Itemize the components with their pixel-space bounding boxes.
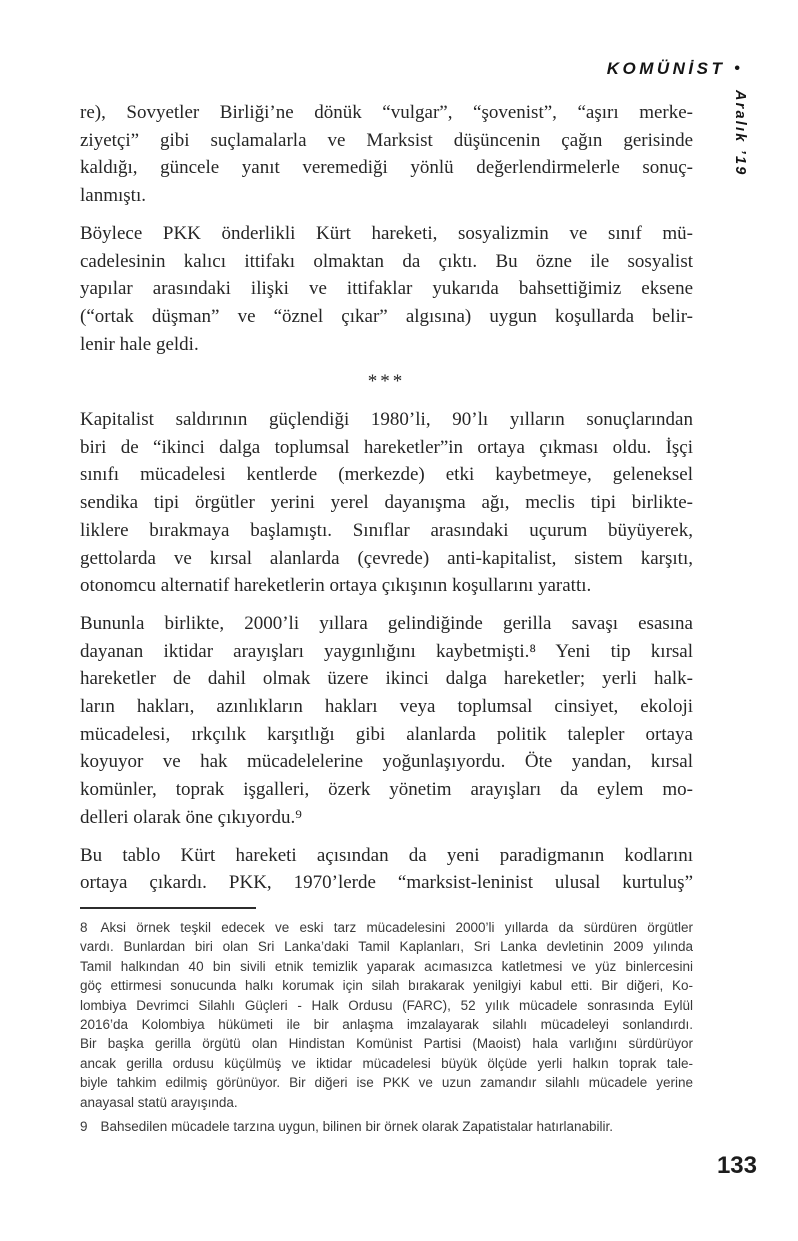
text-line: Bununla birlikte, 2000’li yıllara gelindiğinde gerilla savaşı esasına	[80, 612, 693, 634]
text-line: (“ortak düşman” ve “öznel çıkar” algısına) uygun koşullarda belir-	[80, 305, 693, 327]
page-header	[607, 59, 740, 79]
text-line: hareketler de dahil olmak üzere ikinci dalga hareketler; yerli halk-	[80, 668, 693, 690]
journal-title: KOMÜNİST	[606, 59, 726, 78]
text-line: sınıfı mücadelesi kentlerde (merkezde) etki kaybetmeye, geleneksel	[80, 464, 693, 486]
footnote-line: 8 Aksi örnek teşkil edecek ve eski tarz mücadelesini 2000’li yıllarda da sürdüren örgütler	[80, 919, 693, 935]
paragraph	[80, 610, 693, 832]
footnote-line: Tamil halkından 40 bin sivili etnik temizlik yaparak acımasızca katletmesi ve yüz binlercesini	[80, 958, 693, 974]
text-line: cadelesinin kalıcı ittifakı olmaktan da çıktı. Bu özne ile sosyalist	[80, 250, 693, 272]
footnote-line: ancak gerilla ordusu küçülmüş ve iktidar mücadelesi büyük ölçüde yerli halkın toprak tale-	[80, 1055, 693, 1071]
footnote-line: 9 Bahsedilen mücadele tarzına uygun, bilinen bir örnek olarak Zapatistalar hatırlanabilir.	[80, 1119, 614, 1135]
text-line: lenir hale geldi.	[80, 333, 199, 355]
footnote-rule	[80, 907, 256, 909]
text-line: Kapitalist saldırının güçlendiği 1980’li, 90’lı yılların sonuçlarından	[80, 409, 693, 431]
text-line: dayanan iktidar arayışları yaygınlığını kaybetmişti.⁸ Yeni tip kırsal	[80, 640, 693, 662]
footnote-line: vardı. Bunlardan biri olan Sri Lanka’daki Tamil Kaplanları, Sri Lanka devletinin 2009 yılında	[80, 939, 693, 955]
text-line: ortaya çıkardı. PKK, 1970’lerde “marksist-leninist ulusal kurtuluş”	[80, 872, 693, 894]
text-line: kaldığı, güncele yanıt veremediği yönlü değerlendirmelerle sonuç-	[80, 157, 693, 179]
text-line: Böylece PKK önderlikli Kürt hareketi, sosyalizmin ve sınıf mü-	[80, 222, 693, 244]
bullet-icon: •	[734, 60, 740, 77]
text-line: sendika tipi örgütler yerini yerel dayanışma ağı, meclis tipi birlikte-	[80, 492, 693, 514]
footnote-line: biyle tahkim edilmiş görünüyor. Bir diğeri ise PKK ve uzun zamandır silahlı mücadele yerine	[80, 1075, 693, 1091]
text-line: yapılar arasındaki ilişki ve ittifaklar yukarıda bahsettiğimiz eksene	[80, 278, 693, 300]
footnote	[80, 1117, 693, 1136]
text-line: liklere bırakmaya başlamıştı. Sınıflar arasındaki uçurum büyüyerek,	[80, 519, 693, 541]
text-line: ziyetçi” gibi suçlamalarla ve Marksist düşüncenin çağın gerisinde	[80, 129, 693, 151]
text-line: delleri olarak öne çıkıyordu.⁹	[80, 806, 302, 828]
text-line: re), Sovyetler Birliği’ne dönük “vulgar”, “şovenist”, “aşırı merke-	[80, 102, 693, 123]
issue-label: Aralık ’19	[732, 90, 748, 177]
paragraph	[80, 220, 693, 359]
footnote-line: lombiya Devrimci Silahlı Güçleri - Halk Ordusu (FARC), 52 yılık mücadele sonrasında Eylül	[80, 997, 693, 1013]
paragraph	[80, 842, 693, 897]
text-line: ların hakları, azınlıkların hakları veya toplumsal cinsiyet, ekoloji	[80, 696, 693, 718]
footnote-number: 9	[80, 1119, 88, 1135]
text-line: koyuyor ve hak mücadelelerine yoğunlaşıyordu. Öte yandan, kırsal	[80, 751, 693, 773]
text-line: mücadelesi, ırkçılık karşıtlığı gibi alanlarda politik talepler ortaya	[80, 723, 693, 745]
text-line: biri de “ikinci dalga toplumsal hareketler”in ortaya çıkması oldu. İşçi	[80, 436, 693, 458]
footnote-line: göç ettirmesi sonucunda halkı korumak için silah bırakarak yenilgiyi kabul etti. Bir diğeri, Ko-	[80, 978, 693, 994]
page-number: 133	[716, 1152, 757, 1179]
text-line: komünler, toprak işgalleri, özerk yönetim arayışları da eylem mo-	[80, 779, 693, 801]
text-line: lanmıştı.	[80, 185, 146, 207]
footnote	[80, 918, 693, 1112]
footnote-line: 2016’da Kolombiya hükümeti ile bir anlaşma imzalayarak silahlı mücadeleyi sonlandırdı.	[80, 1017, 693, 1033]
article-body	[80, 99, 693, 1141]
footnote-number: 8	[80, 919, 88, 935]
footnote-line: anayasal statü arayışında.	[80, 1094, 238, 1110]
text-line: gettolarda ve kırsal alanlarda (çevrede) anti-kapitalist, sistem karşıtı,	[80, 547, 693, 569]
text-line: otonomcu alternatif hareketlerin ortaya çıkışının koşullarını yarattı.	[80, 575, 592, 597]
paragraph	[80, 99, 693, 210]
paragraph	[80, 406, 693, 600]
footnote-line: Bir başka gerilla örgütü olan Hindistan Komünist Partisi (Maoist) hala varlığını sürdürüyor	[80, 1036, 693, 1052]
section-separator: ***	[367, 371, 406, 393]
text-line: Bu tablo Kürt hareketi açısından da yeni paradigmanın kodlarını	[80, 844, 693, 866]
